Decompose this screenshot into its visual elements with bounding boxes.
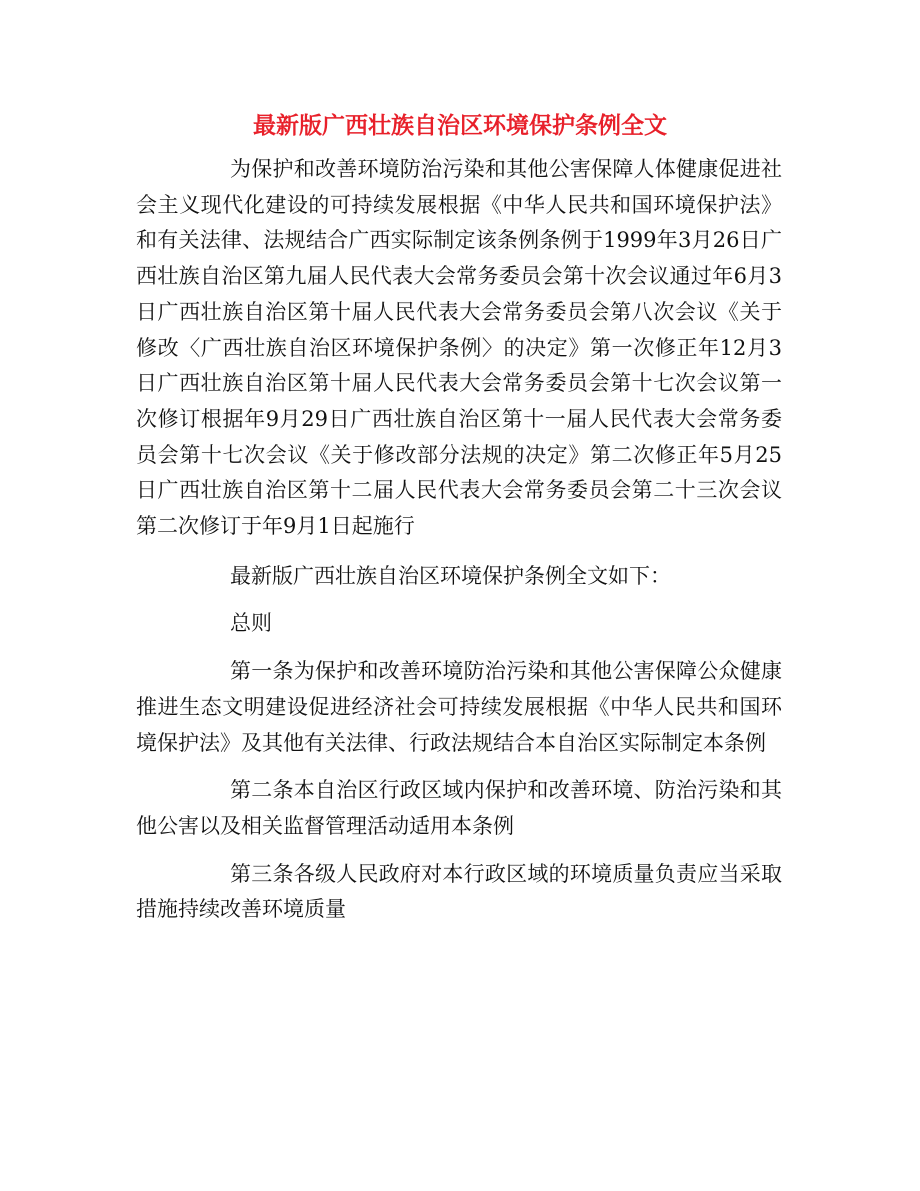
document-body [136, 152, 782, 940]
section-heading-general-provisions: 总则 [230, 611, 272, 636]
paragraph-intro: 最新版广西壮族自治区环境保护条例全文如下： [230, 563, 671, 588]
article-3: 第三条各级人民政府对本行政区域的环境质量负责应当采取措施持续改善环境质量 [136, 861, 782, 922]
document-title: 最新版广西壮族自治区环境保护条例全文 [253, 112, 667, 139]
article-1: 第一条为保护和改善环境防治污染和其他公害保障公众健康推进生态文明建设促进经济社会可持续发展根据《中华人民共和国环境保护法》及其他有关法律、行政法规结合本自治区实际制定本条例 [136, 659, 782, 755]
article-2: 第二条本自治区行政区域内保护和改善环境、防治污染和其他公害以及相关监督管理活动适用本条例 [136, 778, 782, 838]
paragraph-preamble: 为保护和改善环境防治污染和其他公害保障人体健康促进社会主义现代化建设的可持续发展根据《中华人民共和国环境保护法》和有关法律、法规结合广西实际制定该条例条例于1999年3月26日广西壮族自治区第九届人民代表大会常务委员会第十次会议通过年6月3日广西壮族自治区第十届人民代表大会常务委员会第八次会议《关于修改〈广西壮族自治区环境保护条例〉的决定》第一次修正年12月3日广西壮族自治区第十届人民代表大会常务委员会第十七次会议第一次修订根据年9月29日广西壮族自治区第十一届人民代表大会常务委员会第十七次会议《关于修改部分法规的决定》第二次修正年5月25日广西壮族自治区第十二届人民代表大会常务委员会第二十三次会议第二次修订于年9月1日起施行 [136, 157, 782, 539]
